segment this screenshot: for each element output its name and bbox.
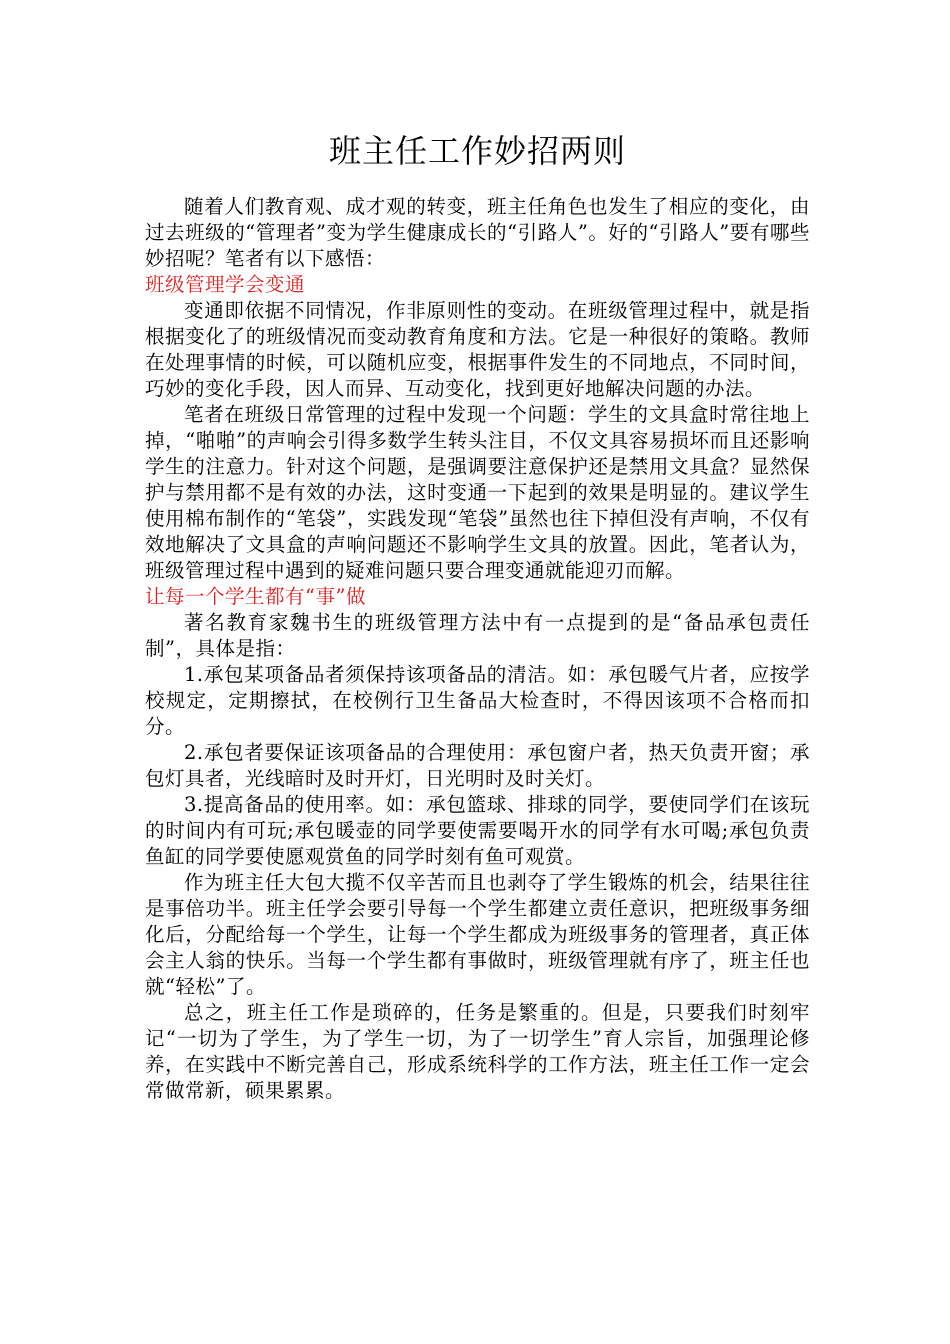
paragraph-flexibility-definition: 变通即依据不同情况，作非原则性的变动。在班级管理过程中，就是指根据变化了的班级情况而变动教育角度和方法。它是一种很好的策略。教师在处理事情的时候，可以随机应变，根据事件发生的不同地点，不同时间，巧妙的变化手段，因人而异、互动变化，找到更好地解决问题的办法。	[145, 299, 810, 400]
paragraph-conclusion: 总之，班主任工作是琐碎的，任务是繁重的。但是，只要我们时刻牢记“一切为了学生，为了学生一切，为了一切学生”育人宗旨，加强理论修养，在实践中不断完善自己，形成系统科学的工作方法，班主任工作一定会常做常新，硕果累累。	[145, 1001, 810, 1102]
section-heading-every-student: 让每一个学生都有“事”做	[145, 585, 366, 608]
section-heading-flexibility: 班级管理学会变通	[145, 273, 306, 296]
document-page	[145, 128, 810, 1104]
list-item-1: 1.承包某项备品者须保持该项备品的清洁。如：承包暖气片者，应按学校规定，定期擦拭，在校例行卫生备品大检查时，不得因该项不合格而扣分。	[145, 663, 810, 738]
paragraph-delegation: 作为班主任大包大揽不仅辛苦而且也剥夺了学生锻炼的机会，结果往往是事倍功半。班主任学会要引导每一个学生都建立责任意识，把班级事务细化后，分配给每一个学生，让每一个学生都成为班级事务的管理者，真正体会主人翁的快乐。当每一个学生都有事做时，班级管理就有序了，班主任也就“轻松”了。	[145, 871, 810, 998]
page-title: 班主任工作妙招两则	[328, 132, 626, 170]
paragraph-responsibility-system: 著名教育家魏书生的班级管理方法中有一点提到的是“备品承包责任制”，具体是指：	[145, 611, 810, 660]
intro-paragraph: 随着人们教育观、成才观的转变，班主任角色也发生了相应的变化，由过去班级的“管理者”变为学生健康成长的“引路人”。好的“引路人”要有哪些妙招呢？笔者有以下感悟：	[145, 195, 810, 270]
list-item-3: 3.提高备品的使用率。如：承包篮球、排球的同学，要使同学们在该玩的时间内有可玩;承包暖壶的同学要使需要喝开水的同学有水可喝;承包负责鱼缸的同学要使愿观赏鱼的同学时刻有鱼可观赏。	[145, 793, 810, 868]
paragraph-pencil-case-example: 笔者在班级日常管理的过程中发现一个问题：学生的文具盒时常往地上掉，“啪啪”的声响会引得多数学生转头注目，不仅文具容易损坏而且还影响学生的注意力。针对这个问题，是强调要注意保护还是禁用文具盒？显然保护与禁用都不是有效的办法，这时变通一下起到的效果是明显的。建议学生使用棉布制作的“笔袋”，实践发现“笔袋”虽然也往下掉但没有声响，不仅有效地解决了文具盒的声响问题还不影响学生文具的放置。因此，笔者认为，班级管理过程中遇到的疑难问题只要合理变通就能迎刃而解。	[145, 403, 810, 582]
list-item-2: 2.承包者要保证该项备品的合理使用：承包窗户者，热天负责开窗；承包灯具者，光线暗时及时开灯，日光明时及时关灯。	[145, 741, 810, 790]
